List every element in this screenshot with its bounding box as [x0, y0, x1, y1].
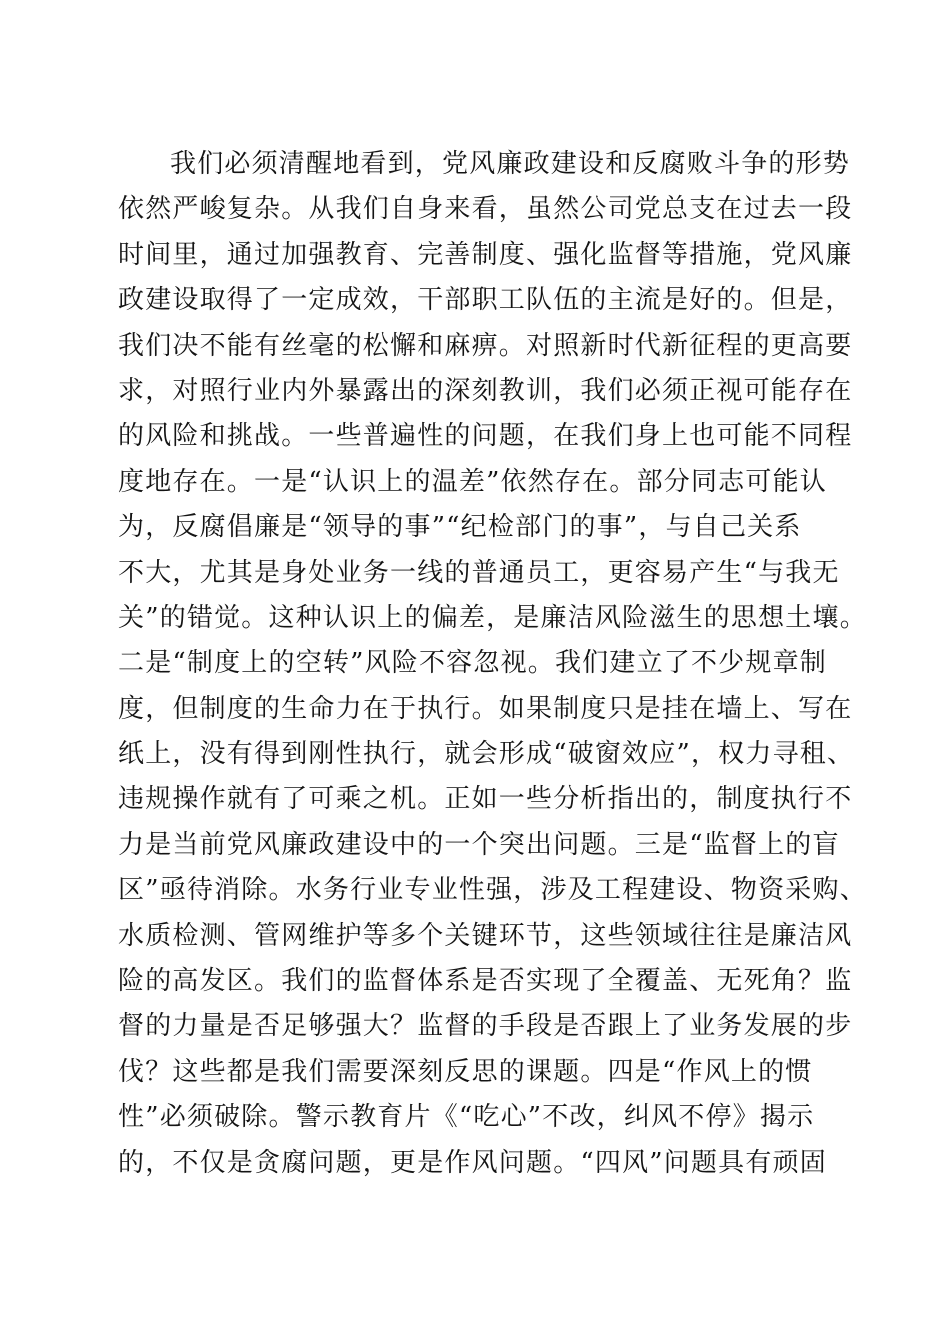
- paragraph-line: 的风险和挑战。一些普遍性的问题，在我们身上也可能不同程: [118, 421, 853, 452]
- paragraph-line: 度，但制度的生命力在于执行。如果制度只是挂在墙上、写在: [118, 693, 853, 724]
- paragraph-line: 力是当前党风廉政建设中的一个突出问题。三是“监督上的盲: [118, 829, 840, 860]
- paragraph-line: 的，不仅是贪腐问题，更是作风问题。“四风”问题具有顽固: [118, 1147, 827, 1178]
- paragraph-line: 纸上，没有得到刚性执行，就会形成“破窗效应”，权力寻租、: [118, 739, 855, 770]
- paragraph-line: 不大，尤其是身处业务一线的普通员工，更容易产生“与我无: [118, 557, 840, 588]
- paragraph-line: 为，反腐倡廉是“领导的事”“纪检部门的事”，与自己关系: [118, 512, 802, 543]
- paragraph-line: 区”亟待消除。水务行业专业性强，涉及工程建设、物资采购、: [118, 875, 867, 906]
- paragraph-line: 督的力量是否足够强大？监督的手段是否跟上了业务发展的步: [118, 1011, 853, 1042]
- paragraph-line: 性”必须破除。警示教育片《“吃心”不改，纠风不停》揭示: [118, 1102, 815, 1133]
- paragraph-line: 依然严峻复杂。从我们自身来看，虽然公司党总支在过去一段: [118, 194, 853, 225]
- paragraph-line: 时间里，通过加强教育、完善制度、强化监督等措施，党风廉: [118, 239, 853, 270]
- paragraph-line: 违规操作就有了可乘之机。正如一些分析指出的，制度执行不: [118, 784, 853, 815]
- paragraph-line: 险的高发区。我们的监督体系是否实现了全覆盖、无死角？监: [118, 966, 853, 997]
- paragraph-line: 二是“制度上的空转”风险不容忽视。我们建立了不少规章制: [118, 648, 827, 679]
- paragraph-line: 求，对照行业内外暴露出的深刻教训，我们必须正视可能存在: [118, 375, 853, 406]
- body-paragraph: [118, 142, 867, 1186]
- paragraph-line: 我们必须清醒地看到，党风廉政建设和反腐败斗争的形势: [170, 149, 851, 179]
- paragraph-line: 度地存在。一是“认识上的温差”依然存在。部分同志可能认: [118, 466, 827, 497]
- paragraph-line: 水质检测、管网维护等多个关键环节，这些领域往往是廉洁风: [118, 920, 853, 951]
- paragraph-line: 伐？这些都是我们需要深刻反思的课题。四是“作风上的惯: [118, 1056, 813, 1087]
- paragraph-line: 政建设取得了一定成效，干部职工队伍的主流是好的。但是，: [118, 285, 853, 316]
- paragraph-line: 我们决不能有丝毫的松懈和麻痹。对照新时代新征程的更高要: [118, 330, 853, 361]
- paragraph-line: 关”的错觉。这种认识上的偏差，是廉洁风险滋生的思想土壤。: [118, 602, 867, 633]
